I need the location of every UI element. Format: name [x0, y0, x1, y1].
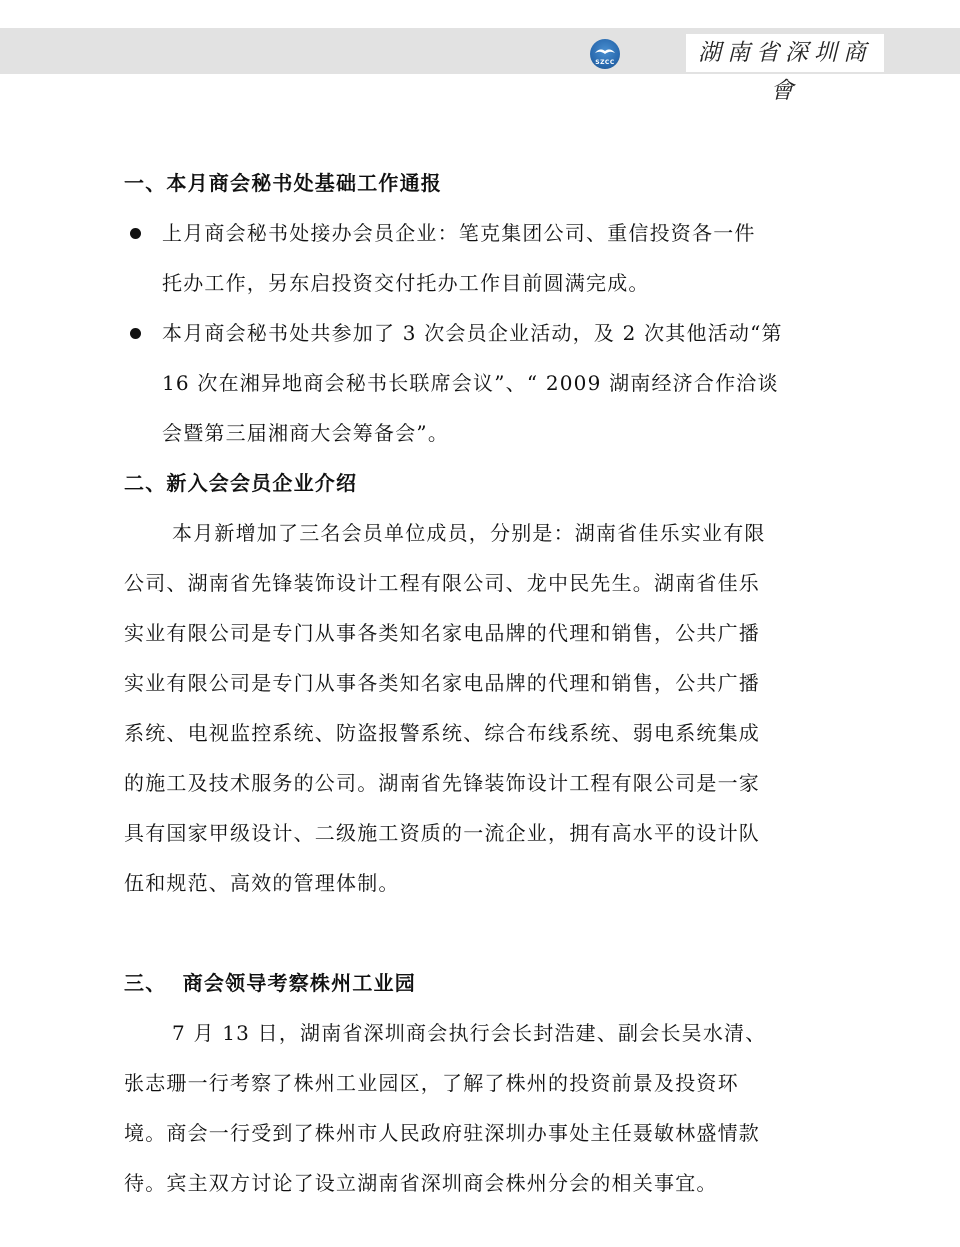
paragraph-line: 伍和规范、高效的管理体制。 [124, 871, 400, 895]
paragraph-line: 7 月 13 日，湖南省深圳商会执行会长封浩建、副会长吴水清、 [172, 1021, 767, 1045]
bullet-dot-icon [130, 228, 141, 239]
section2-heading: 二、新入会会员企业介绍 [124, 471, 358, 495]
bullet-text: 本月商会秘书处共参加了 3 次会员企业活动，及 2 次其他活动“第 [162, 321, 783, 345]
bullet-text: 上月商会秘书处接办会员企业：笔克集团公司、重信投资各一件 [162, 221, 756, 245]
paragraph-line: 待。宾主双方讨论了设立湖南省深圳商会株州分会的相关事宜。 [124, 1171, 718, 1195]
logo-text: SZCC [595, 59, 615, 66]
section1-heading: 一、本月商会秘书处基础工作通报 [124, 171, 442, 195]
bullet-text-continued: 16 次在湘异地商会秘书长联席会议”、“ 2009 湖南经济合作洽谈 [162, 371, 779, 395]
paragraph-line: 系统、电视监控系统、防盗报警系统、综合布线系统、弱电系统集成 [124, 721, 760, 745]
paragraph-line: 的施工及技术服务的公司。湖南省先锋装饰设计工程有限公司是一家 [124, 771, 760, 795]
paragraph-line: 公司、湖南省先锋装饰设计工程有限公司、龙中民先生。湖南省佳乐 [124, 571, 760, 595]
bullet-text-continued: 托办工作，另东启投资交付托办工作目前圆满完成。 [162, 271, 650, 295]
bullet-text-continued: 会暨第三届湘商大会筹备会”。 [162, 421, 450, 445]
document-body [124, 158, 840, 1208]
paragraph-line: 具有国家甲级设计、二级施工资质的一流企业，拥有高水平的设计队 [124, 821, 760, 845]
section-spacer [124, 908, 840, 958]
bird-icon [594, 46, 616, 56]
brand-name: 湖南省深圳商會 [686, 34, 884, 72]
bullet-dot-icon [130, 328, 141, 339]
bullet-item [124, 308, 840, 358]
paragraph-line: 张志珊一行考察了株州工业园区，了解了株州的投资前景及投资环 [124, 1071, 739, 1095]
paragraph-line: 实业有限公司是专门从事各类知名家电品牌的代理和销售，公共广播 [124, 621, 760, 645]
paragraph-line: 本月新增加了三名会员单位成员，分别是：湖南省佳乐实业有限 [172, 521, 766, 545]
bullet-item [124, 208, 840, 258]
szcc-logo-icon [590, 39, 620, 69]
section3-heading: 三、 商会领导考察株州工业园 [124, 971, 416, 995]
paragraph-line: 实业有限公司是专门从事各类知名家电品牌的代理和销售，公共广播 [124, 671, 760, 695]
paragraph-line: 境。商会一行受到了株州市人民政府驻深圳办事处主任聂敏林盛情款 [124, 1121, 760, 1145]
